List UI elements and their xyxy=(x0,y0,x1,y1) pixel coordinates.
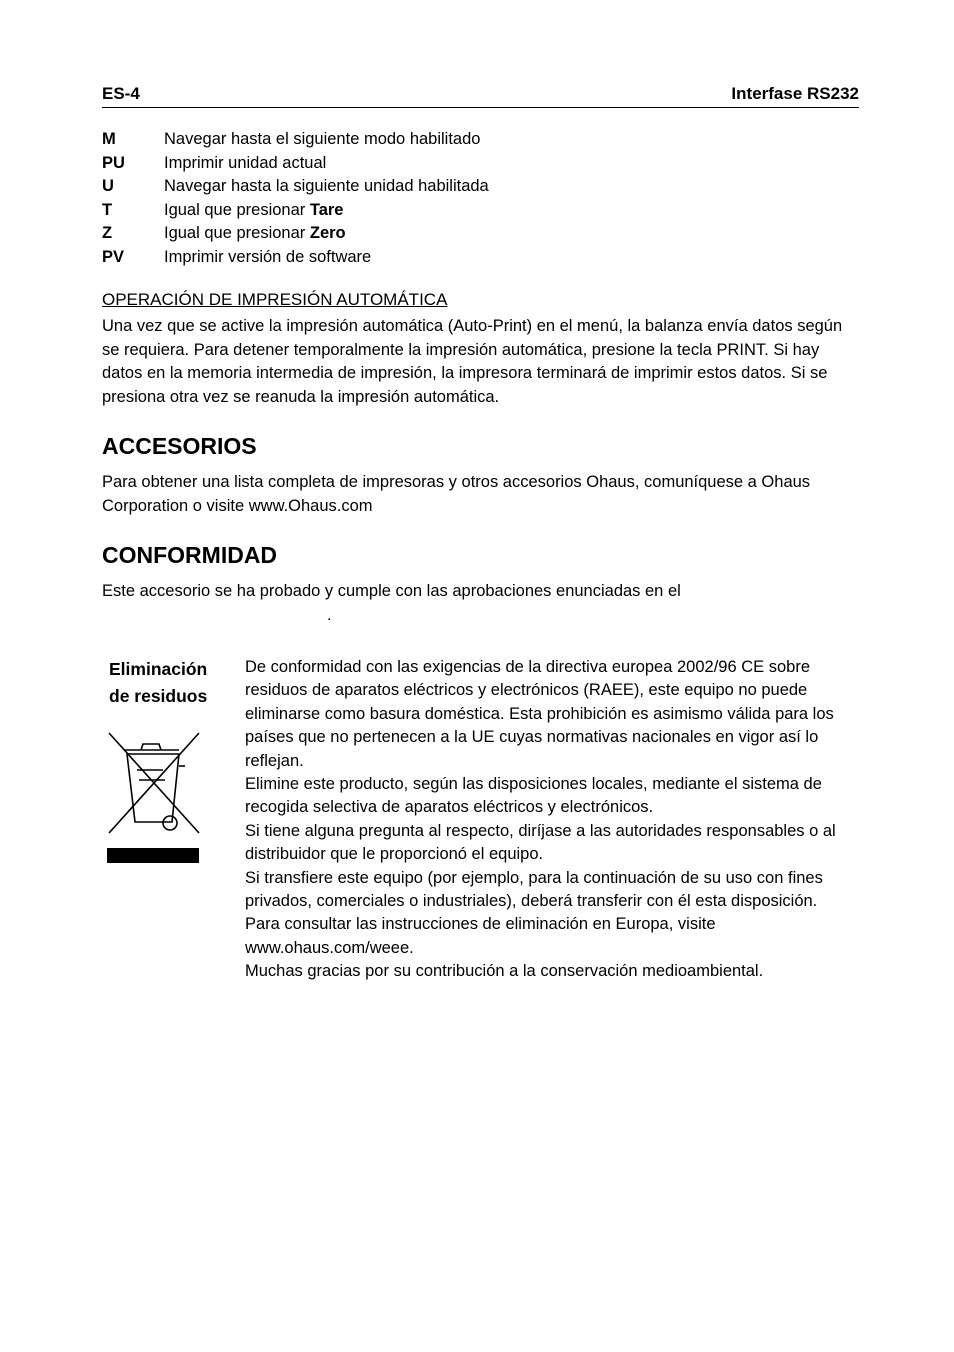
text-line: eliminarse como basura doméstica. Esta prohibición es asimismo válida para los xyxy=(245,704,834,723)
conformidad-dot: . xyxy=(327,607,332,624)
text-line: países que no pertenecen a la UE cuyas normativas nacionales en vigor así lo xyxy=(245,728,819,747)
text-line: Elimine este producto, según las disposiciones locales, mediante el sistema de xyxy=(245,775,822,794)
command-key: PU xyxy=(102,153,125,172)
text-line: se requiera. Para detener temporalmente la impresión automática, presione la tecla PRINT. Si hay xyxy=(102,340,820,359)
command-key: Z xyxy=(102,224,113,242)
command-list xyxy=(102,128,489,269)
command-row xyxy=(102,128,489,152)
command-key: U xyxy=(102,177,114,195)
page-header xyxy=(102,83,859,108)
command-row xyxy=(102,199,489,223)
command-desc: Navegar hasta la siguiente unidad habilitada xyxy=(164,177,489,195)
command-row xyxy=(102,246,489,270)
command-key: PV xyxy=(102,247,125,266)
conformidad-paragraph xyxy=(102,580,859,604)
command-key-name: Tare xyxy=(309,200,344,219)
command-key: M xyxy=(102,130,116,148)
command-desc: Navegar hasta el siguiente modo habilitado xyxy=(164,130,481,148)
text-line: Si tiene alguna pregunta al respecto, diríjase a las autoridades responsables o al xyxy=(245,821,836,840)
auto-print-paragraph xyxy=(102,315,859,409)
command-key-name: Zero xyxy=(309,224,346,242)
text-line: recogida selectiva de aparatos eléctricos y electrónicos. xyxy=(245,798,654,817)
weee-paragraph xyxy=(245,656,859,984)
text-line: residuos de aparatos eléctricos y electrónicos (RAEE), este equipo no puede xyxy=(245,681,808,700)
text-line: privados, comerciales o industriales), deberá transferir con él esta disposición. xyxy=(245,892,818,911)
text-line: www.ohaus.com/weee. xyxy=(245,938,414,957)
command-desc: Imprimir unidad actual xyxy=(164,153,327,172)
weee-label-line: Eliminación xyxy=(109,659,208,679)
command-row xyxy=(102,152,489,176)
crossed-out-wheelie-bin-icon xyxy=(107,730,201,865)
accesorios-heading: ACCESORIOS xyxy=(102,433,257,459)
conformidad-heading: CONFORMIDAD xyxy=(102,542,278,568)
page-number: ES-4 xyxy=(102,84,140,103)
text-line: datos en la memoria intermedia de impresión, la impresora terminará de imprimir estos datos. Si se xyxy=(102,364,828,382)
text-line: Muchas gracias por su contribución a la conservación medioambiental. xyxy=(245,962,764,981)
text-line: Para obtener una lista completa de impresoras y otros accesorios Ohaus, comuníquese a Ohaus xyxy=(102,473,811,491)
text-line: Si transfiere este equipo (por ejemplo, para la continuación de su uso con fines xyxy=(245,868,823,887)
weee-label xyxy=(109,656,229,710)
text-line: distribuidor que le proporcionó el equipo. xyxy=(245,845,544,864)
section-title: Interfase RS232 xyxy=(731,84,859,103)
command-desc: Imprimir versión de software xyxy=(164,247,372,266)
text-line: Este accesorio se ha probado y cumple con las aprobaciones enunciadas en el xyxy=(102,582,681,600)
command-key: T xyxy=(102,200,113,219)
accesorios-paragraph xyxy=(102,471,859,518)
command-desc: Igual que presionar xyxy=(164,200,310,219)
command-desc: Igual que presionar xyxy=(164,224,310,242)
text-line: presiona otra vez se reanuda la impresión automática. xyxy=(102,387,500,406)
command-row xyxy=(102,222,489,246)
text-line: De conformidad con las exigencias de la directiva europea 2002/96 CE sobre xyxy=(245,658,811,676)
text-line: Corporation o visite www.Ohaus.com xyxy=(102,496,373,515)
text-line: Para consultar las instrucciones de eliminación en Europa, visite xyxy=(245,915,716,934)
text-line: reflejan. xyxy=(245,751,304,770)
weee-label-line: de residuos xyxy=(109,686,208,706)
text-line: Una vez que se active la impresión automática (Auto-Print) en el menú, la balanza envía datos según xyxy=(102,317,843,335)
auto-print-heading: OPERACIÓN DE IMPRESIÓN AUTOMÁTICA xyxy=(102,290,448,309)
command-row xyxy=(102,175,489,199)
